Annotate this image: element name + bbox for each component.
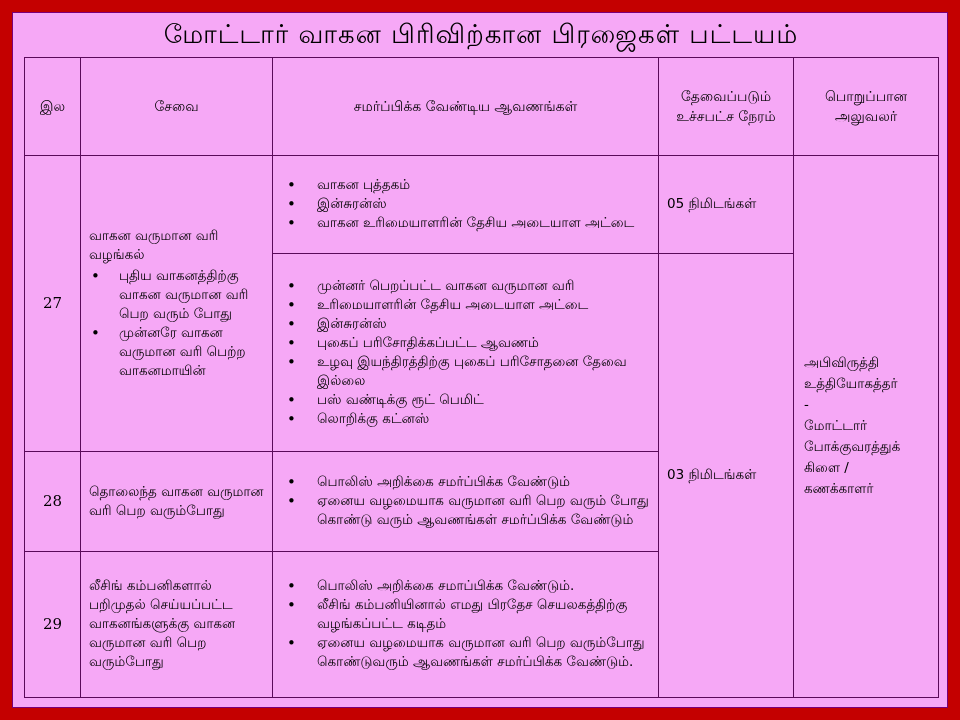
header-officer: பொறுப்பான அலுவலர் xyxy=(794,58,939,156)
header-service: சேவை xyxy=(81,58,273,156)
list-item: • முன்னர் பெறப்பட்ட வாகன வருமான வரி xyxy=(283,277,650,296)
page-title: மோட்டார் வாகன பிரிவிற்கான பிரஜைகள் பட்டயம் xyxy=(163,20,799,50)
responsible-officer xyxy=(794,156,939,698)
service-27 xyxy=(81,156,273,452)
row-id-29: 29 xyxy=(25,552,81,698)
list-item: • ஏனைய வழமையாக வருமான வரி பெற வரும் போது கொண்டு வரும் ஆவணங்கள் சமர்ப்பிக்க வேண்டும் xyxy=(283,492,650,530)
documents-27b xyxy=(273,254,659,452)
list-item: • பொலிஸ் அறிக்கை சமாப்பிக்க வேண்டும். xyxy=(283,577,650,596)
charter-panel xyxy=(12,12,948,708)
list-item: • ஏனைய வழமையாக வருமான வரி பெற வரும்போது கொண்டுவரும் ஆவணங்கள் சமர்ப்பிக்க வேண்டும். xyxy=(283,634,650,672)
documents-29 xyxy=(273,552,659,698)
officer-line: கணக்காளர் xyxy=(804,481,874,497)
row-id-27: 27 xyxy=(25,156,81,452)
service-27-title: வாகன வருமான வரி வழங்கல் xyxy=(89,227,219,263)
service-27-list xyxy=(89,267,264,381)
time-27a: 05 நிமிடங்கள் xyxy=(659,156,794,254)
documents-28 xyxy=(273,452,659,552)
list-item: • இன்சுரன்ஸ் xyxy=(283,315,650,334)
table-row-27a xyxy=(25,156,939,254)
row-id-28: 28 xyxy=(25,452,81,552)
header-max-time: தேவைப்படும் உச்சபட்ச நேரம் xyxy=(659,58,794,156)
list-item: • லீசிங் கம்பனியினால் எமது பிரதேச செயலகத்திற்கு வழங்கப்பட்ட கடிதம் xyxy=(283,596,650,634)
header-id: இல xyxy=(25,58,81,156)
list-item: • வாகன புத்தகம் xyxy=(283,176,650,195)
list-item: • இன்சுரன்ஸ் xyxy=(283,195,650,214)
list-item: • உழவு இயந்திரத்திற்கு புகைப் பரிசோதனை தேவை இல்லை xyxy=(283,353,650,391)
officer-line: - xyxy=(804,397,809,413)
list-item: • புதிய வாகனத்திற்கு வாகன வருமான வரி பெற வரும் போது xyxy=(89,267,264,324)
service-29: லீசிங் கம்பனிகளால் பறிமுதல் செய்யப்பட்ட வாகனங்களுக்கு வாகன வருமான வரி பெற வரும்போது xyxy=(81,552,273,698)
charter-table xyxy=(24,57,939,698)
list-item: • முன்னரே வாகன வருமான வரி பெற்ற வாகனமாயின் xyxy=(89,324,264,381)
time-27b-29: 03 நிமிடங்கள் xyxy=(659,254,794,698)
list-item: • பொலிஸ் அறிக்கை சமர்ப்பிக்க வேண்டும் xyxy=(283,473,650,492)
list-item: • லொறிக்கு கட்னஸ் xyxy=(283,410,650,429)
list-item: • உரிமையாளரின் தேசிய அடையாள அட்டை xyxy=(283,296,650,315)
documents-27a xyxy=(273,156,659,254)
service-28: தொலைந்த வாகன வருமான வரி பெற வரும்போது xyxy=(81,452,273,552)
header-row xyxy=(25,58,939,156)
header-documents: சமர்ப்பிக்க வேண்டிய ஆவணங்கள் xyxy=(273,58,659,156)
list-item: • பஸ் வண்டிக்கு ரூட் பெமிட் xyxy=(283,391,650,410)
list-item: • வாகன உரிமையாளரின் தேசிய அடையாள அட்டை xyxy=(283,214,650,233)
officer-line: மோட்டார் போக்குவரத்துக் கிளை / xyxy=(804,418,901,476)
officer-line: அபிவிருத்தி உத்தியோகத்தர் xyxy=(804,355,898,392)
list-item: • புகைப் பரிசோதிக்கப்பட்ட ஆவணம் xyxy=(283,334,650,353)
